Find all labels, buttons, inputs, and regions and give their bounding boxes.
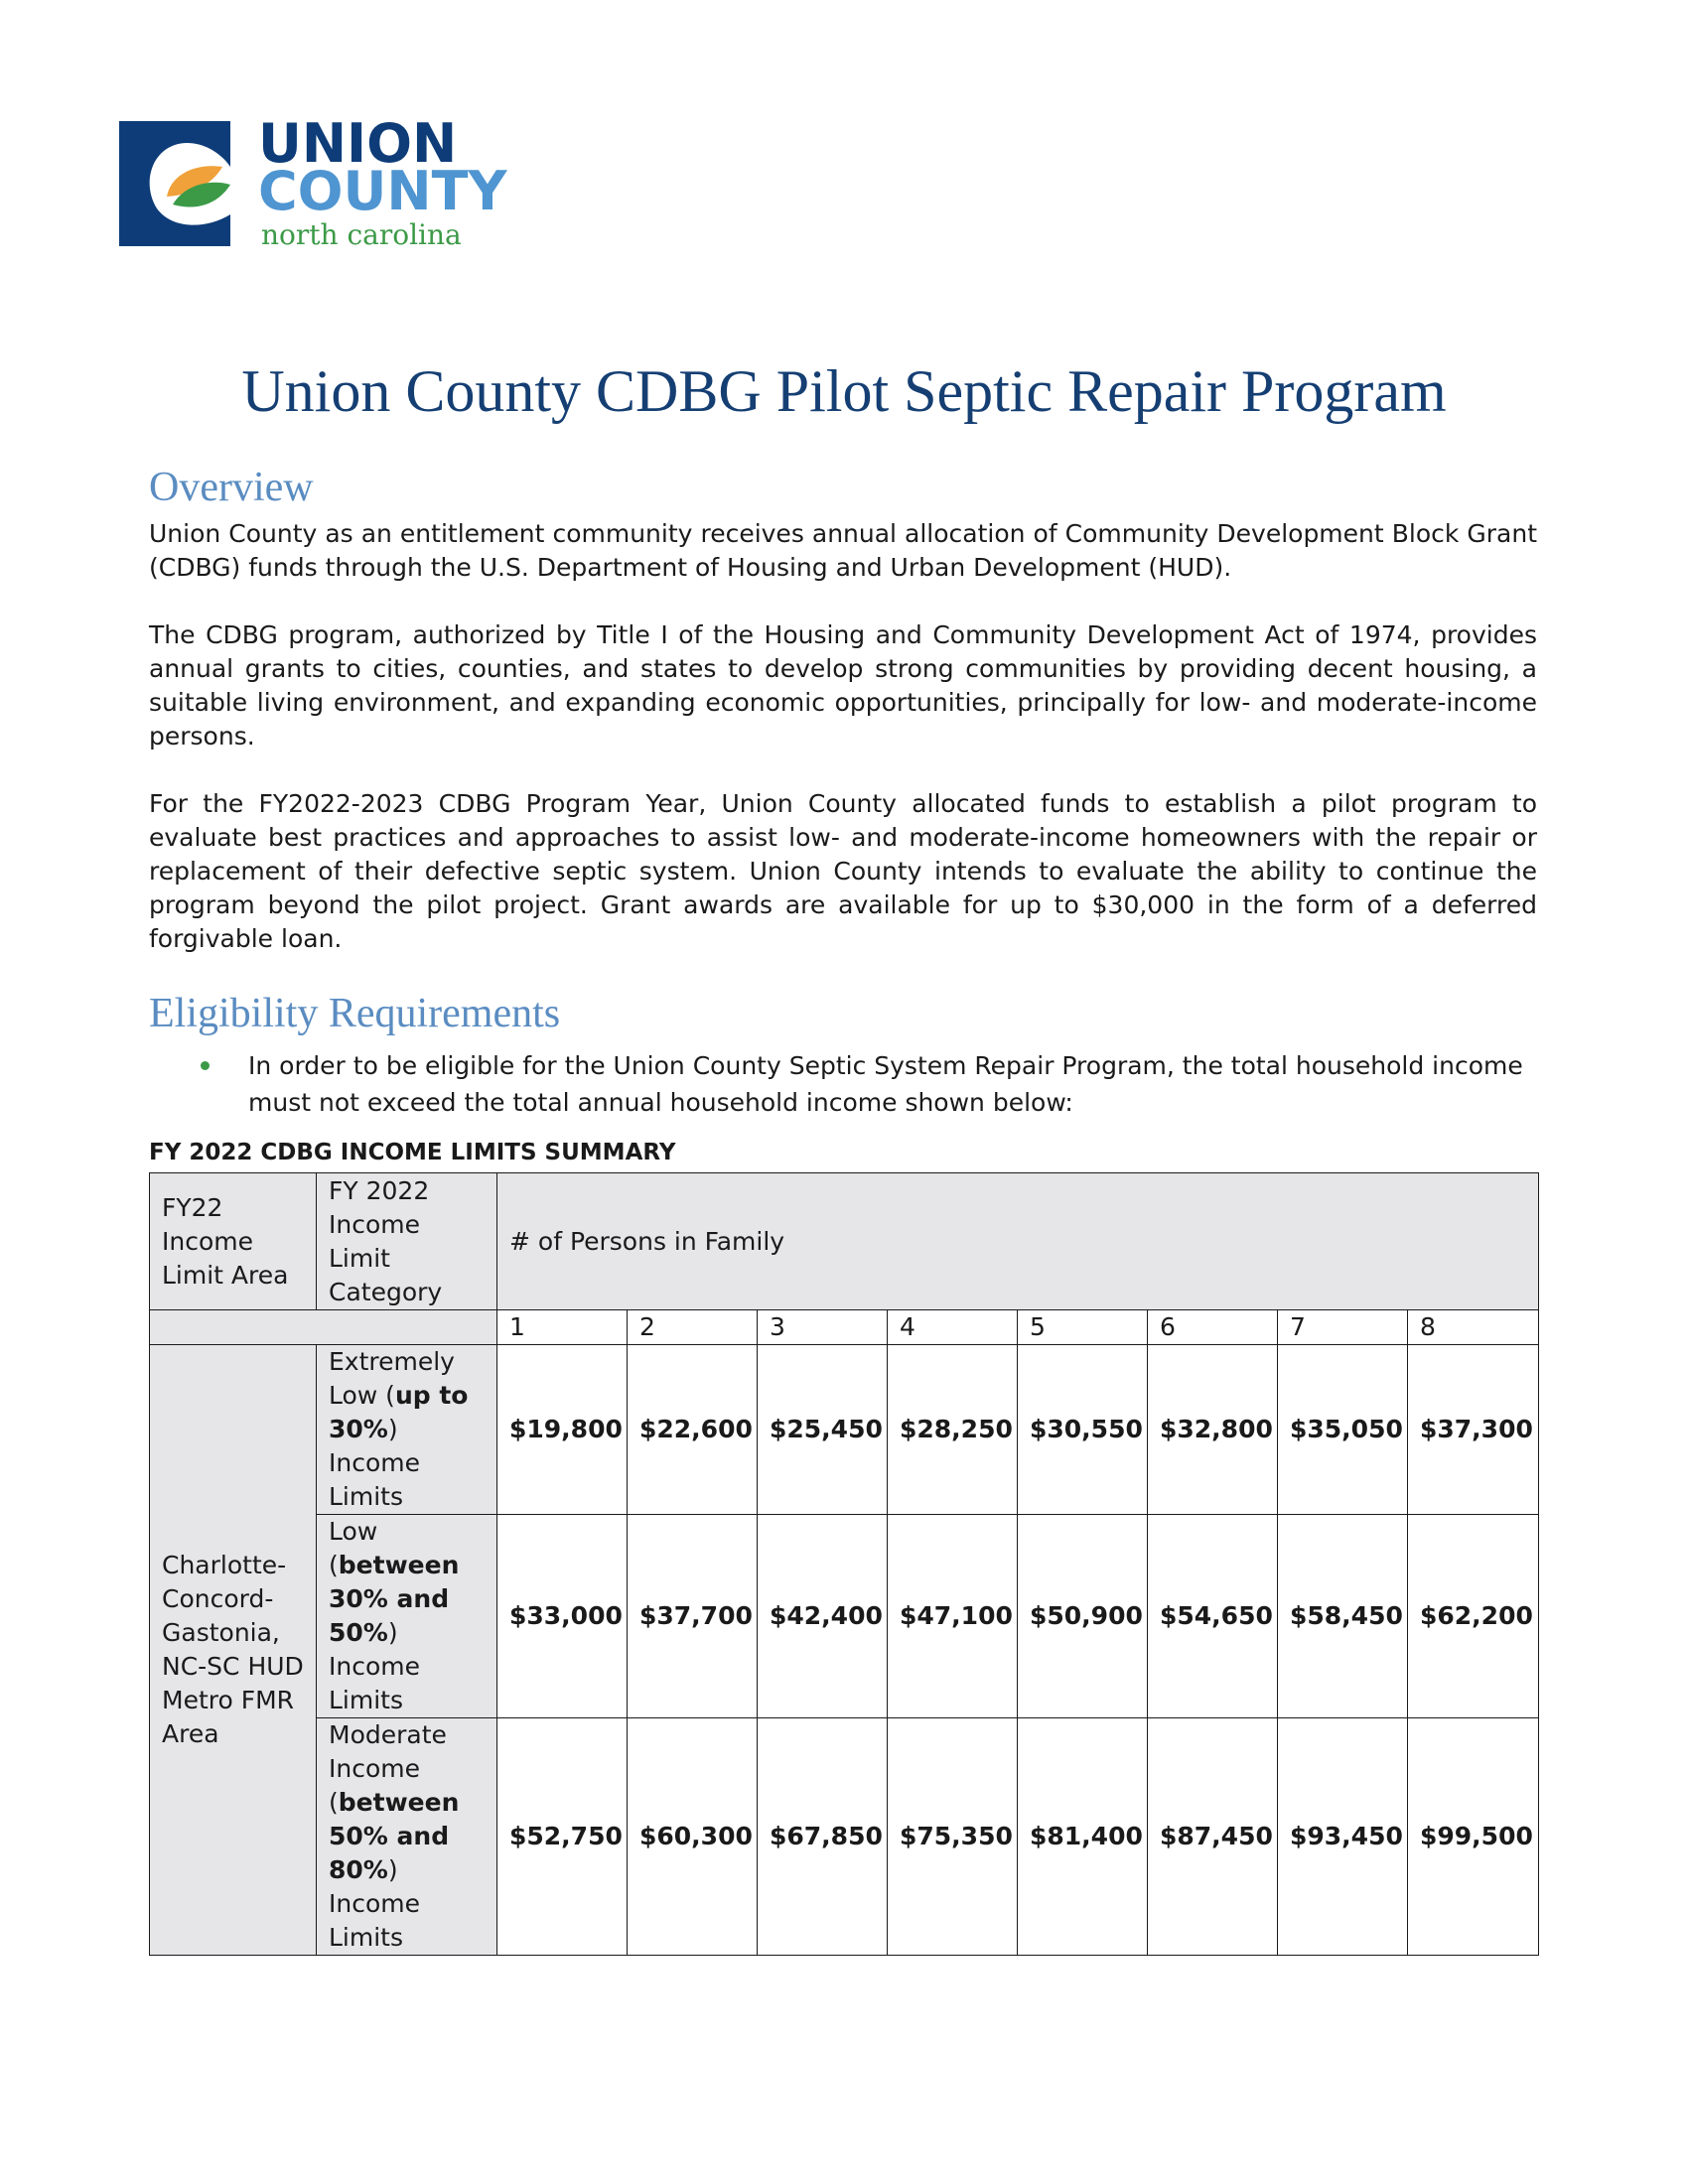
income-value-cell: $42,400 <box>758 1515 888 1718</box>
overview-heading: Overview <box>149 465 314 510</box>
overview-paragraph-1: Union County as an entitlement community receives annual allocation of Community Development Block Grant (CDBG) funds through the U.S. Department of Housing and Urban Development (HUD). <box>149 519 1537 582</box>
income-value-cell: $60,300 <box>628 1718 758 1956</box>
header-income-limit-area: FY22 Income Limit Area <box>150 1173 317 1310</box>
income-value-cell: $22,600 <box>628 1345 758 1515</box>
income-value-cell: $52,750 <box>497 1718 628 1956</box>
income-value-cell: $35,050 <box>1278 1345 1408 1515</box>
income-value-cell: $54,650 <box>1148 1515 1278 1718</box>
table-row <box>150 1345 1539 1515</box>
eligibility-bullet-text: In order to be eligible for the Union County Septic System Repair Program, the total household income must not exceed the total annual household income shown below: <box>248 1051 1523 1117</box>
category-low <box>317 1515 497 1718</box>
persons-count-cell: 3 <box>758 1310 888 1345</box>
persons-count-cell: 8 <box>1408 1310 1539 1345</box>
income-value-cell: $67,850 <box>758 1718 888 1956</box>
income-value-cell: $58,450 <box>1278 1515 1408 1718</box>
bullet-dot-icon <box>201 1061 210 1070</box>
union-county-logo <box>119 112 516 251</box>
page-title: Union County CDBG Pilot Septic Repair Program <box>241 358 1447 424</box>
category-moderate <box>317 1718 497 1956</box>
income-value-cell: $19,800 <box>497 1345 628 1515</box>
logo-county-text: COUNTY <box>258 160 507 222</box>
income-value-cell: $75,350 <box>888 1718 1018 1956</box>
income-limits-table <box>149 1172 1539 1956</box>
category-text: Low ( <box>329 1517 378 1579</box>
logo-emblem-icon <box>119 121 230 246</box>
category-range: up to 30% <box>329 1381 469 1443</box>
income-value-cell: $33,000 <box>497 1515 628 1718</box>
persons-count-cell: 1 <box>497 1310 628 1345</box>
income-value-cell: $62,200 <box>1408 1515 1539 1718</box>
header-income-limit-category: FY 2022 Income Limit Category <box>317 1173 497 1310</box>
persons-count-cell: 7 <box>1278 1310 1408 1345</box>
persons-number-row <box>150 1310 1539 1345</box>
income-value-cell: $81,400 <box>1018 1718 1148 1956</box>
header-persons-in-family: # of Persons in Family <box>497 1173 1539 1310</box>
eligibility-heading: Eligibility Requirements <box>149 991 561 1036</box>
overview-paragraph-2: The CDBG program, authorized by Title I of the Housing and Community Development Act of 1974, provides annual grants to cities, counties, and states to develop strong communities by providing decent housing, a suitable living environment, and expanding economic opportunities, principally for low- and moderate-income persons. <box>149 620 1537 751</box>
category-range: between 30% and 50% <box>329 1551 460 1647</box>
table-header-row <box>150 1173 1539 1310</box>
category-text: ) Income Limits <box>329 1618 420 1714</box>
income-value-cell: $47,100 <box>888 1515 1018 1718</box>
income-value-cell: $87,450 <box>1148 1718 1278 1956</box>
persons-count-cell: 6 <box>1148 1310 1278 1345</box>
income-value-cell: $37,300 <box>1408 1345 1539 1515</box>
income-value-cell: $28,250 <box>888 1345 1018 1515</box>
income-value-cell: $93,450 <box>1278 1718 1408 1956</box>
income-value-cell: $30,550 <box>1018 1345 1148 1515</box>
persons-count-cell: 4 <box>888 1310 1018 1345</box>
category-text: ) Income Limits <box>329 1415 420 1511</box>
category-range: between 50% and 80% <box>329 1788 460 1884</box>
table-row <box>150 1515 1539 1718</box>
income-value-cell: $25,450 <box>758 1345 888 1515</box>
logo-union-text: UNION <box>258 112 458 175</box>
income-value-cell: $37,700 <box>628 1515 758 1718</box>
table-row <box>150 1718 1539 1956</box>
persons-count-cell: 2 <box>628 1310 758 1345</box>
income-value-cell: $32,800 <box>1148 1345 1278 1515</box>
income-value-cell: $50,900 <box>1018 1515 1148 1718</box>
overview-paragraph-3: For the FY2022-2023 CDBG Program Year, Union County allocated funds to establish a pilot program to evaluate best practices and approaches to assist low- and moderate-income homeowners with the repair or replacement of their defective septic system. Union County intends to evaluate the ability to continue the program beyond the pilot project. Grant awards are available for up to $30,000 in the form of a deferred forgivable loan. <box>149 789 1537 953</box>
persons-count-cell: 5 <box>1018 1310 1148 1345</box>
income-value-cell: $99,500 <box>1408 1718 1539 1956</box>
category-extremely-low <box>317 1345 497 1515</box>
category-text: Moderate Income ( <box>329 1720 447 1817</box>
income-limit-area-cell: Charlotte-Concord-Gastonia, NC-SC HUD Metro FMR Area <box>150 1345 317 1956</box>
logo-state-text: north carolina <box>261 218 462 251</box>
persons-row-blank <box>150 1310 497 1345</box>
income-table-caption: FY 2022 CDBG INCOME LIMITS SUMMARY <box>149 1140 676 1165</box>
category-text: ) Income Limits <box>329 1855 420 1952</box>
category-text: Extremely Low ( <box>329 1347 455 1410</box>
